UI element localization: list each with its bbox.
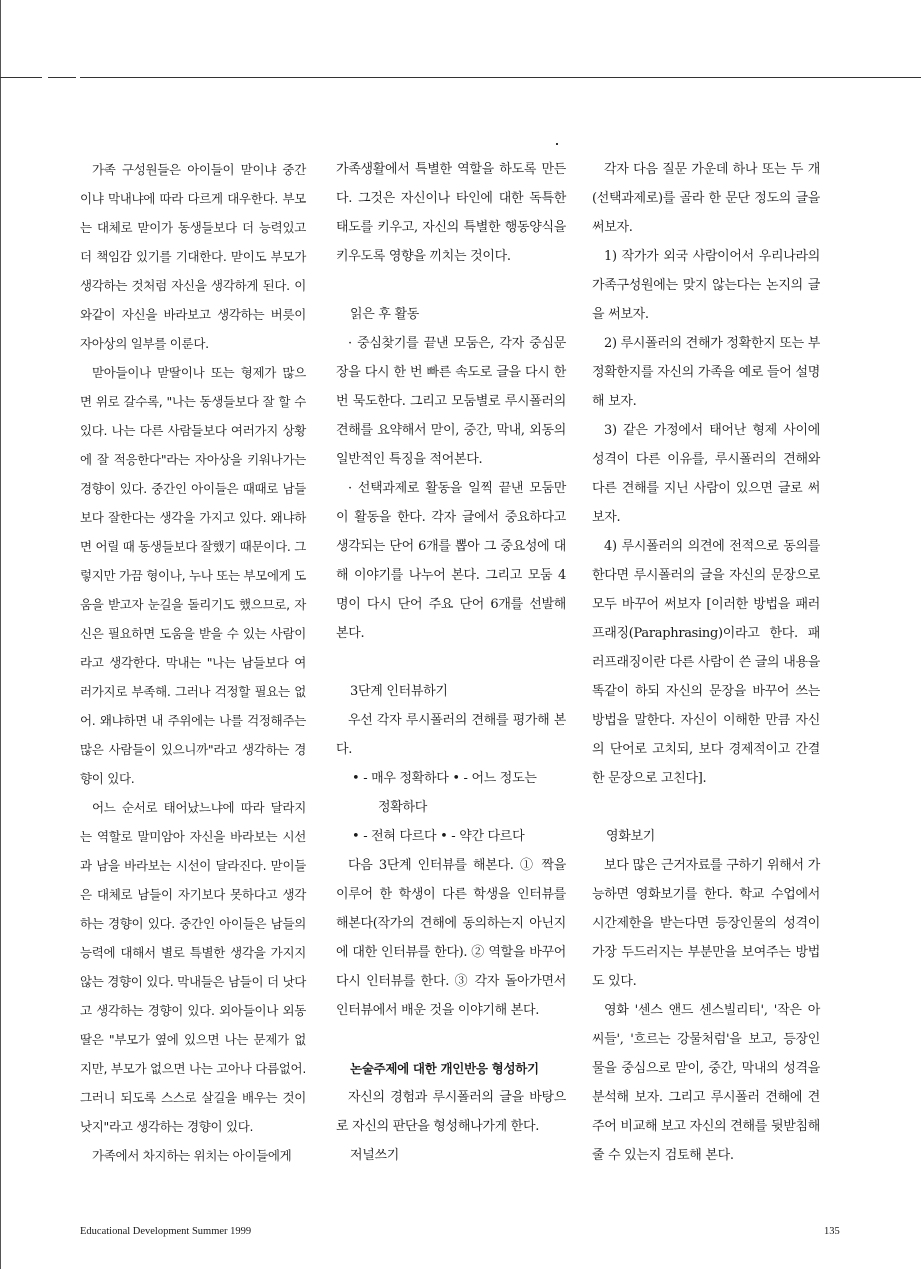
body-paragraph: · 중심찾기를 끝낸 모둠은, 각자 중심문장을 다시 한 번 빠른 속도로 글을 다시 한 번 묵도한다. 그리고 모둠별로 루시폴러의 견해를 요약해서 맏이, 중간, 막내, 외동의 일반적인 특징을 적어본다. xyxy=(336,336,566,467)
header-rule xyxy=(0,77,42,78)
page-number: 135 xyxy=(824,1226,840,1237)
section-heading: 논술주제에 대한 개인반응 형성하기 xyxy=(350,1061,539,1076)
body-paragraph: 맏아들이나 맏딸이나 또는 형제가 많으면 위로 갈수록, "나는 동생들보다 잘 할 수 있다. 나는 다른 사람들보다 여러가지 상황에 잘 적응한다"라는 자아상을 키워나가는 경향이 있다. 중간인 아이들은 때때로 남들보다 잘한다는 생각을 가지고 있다. 왜냐하면 어릴 때 동생들보다 잘했기 때문이다. 그렇지만 가끔 형이나, 누나 또는 부모에게 도움을 받고자 눈길을 돌리기도 했으므로, 자신은 필요하면 도움을 받을 수 있는 사람이라고 생각한다. 막내는 "나는 남들보다 여러가지로 부족해. 그러나 걱정할 필요는 없어. 왜냐하면 내 주위에는 나를 걱정해주는 많은 사람들이 있으니까"라고 생각하는 경향이 있다. xyxy=(80,365,306,786)
body-paragraph: 가족생활에서 특별한 역할을 하도록 만든다. 그것은 자신이나 타인에 대한 독특한 태도를 키우고, 자신의 특별한 행동양식을 키우도록 영향을 끼치는 것이다. xyxy=(336,162,566,264)
rating-option-line: • - 전혀 다르다 • - 약간 다르다 xyxy=(352,829,525,844)
body-paragraph: 자신의 경험과 루시폴러의 글을 바탕으로 자신의 판단을 형성해나가게 한다. xyxy=(336,1090,566,1134)
section-subheading: 저널쓰기 xyxy=(350,1148,400,1163)
body-paragraph: · 선택과제로 활동을 일찍 끝낸 모둠만 이 활동을 한다. 각자 글에서 중요하다고 생각되는 단어 6개를 뽑아 그 중요성에 대해 이야기를 나누어 본다. 그리고 모둠 4명이 다시 단어 주요 단어 6개를 선발해 본다. xyxy=(336,481,566,641)
column-1 xyxy=(80,155,306,1170)
column-3 xyxy=(592,155,820,1170)
header-rule xyxy=(48,77,76,78)
body-paragraph: 보다 많은 근거자료를 구하기 위해서 가능하면 영화보기를 한다. 학교 수업에서 시간제한을 받는다면 등장인물의 성격이 가장 두드러지는 부분만을 보여주는 방법도 있다. xyxy=(592,858,820,989)
question-item: 2) 루시폴러의 견해가 정확한지 또는 부정확한지를 자신의 가족을 예로 들어 설명해 보자. xyxy=(592,336,820,409)
body-paragraph: 어느 순서로 태어났느냐에 따라 달라지는 역할로 말미암아 자신을 바라보는 시선과 남을 바라보는 시선이 달라진다. 맏이들은 대체로 남들이 자기보다 못하다고 생각하는 경향이 있다. 중간인 아이들은 남들의 능력에 대해서 별로 특별한 생각을 가지지 않는 경향이 있다. 막내들은 남들이 더 낫다고 생각하는 경향이 있다. 외아들이나 외동딸은 "부모가 옆에 있으면 나는 문제가 없지만, 부모가 없으면 나는 고아나 다름없어. 그러니 되도록 스스로 살길을 배우는 것이 낫지"라고 생각하는 경향이 있다. xyxy=(80,800,306,1134)
section-heading: 읽은 후 활동 xyxy=(350,307,419,322)
body-paragraph: 가족 구성원들은 아이들이 맏이냐 중간이냐 막내냐에 따라 다르게 대우한다. 부모는 대체로 맏이가 동생들보다 더 능력있고 더 책임감 있기를 기대한다. 맏이도 부모가 생각하는 것처럼 자신을 생각하게 된다. 이와같이 자신을 바라보고 생각하는 버릇이 자아상의 일부를 이룬다. xyxy=(80,162,306,351)
question-item: 4) 루시폴러의 의견에 전적으로 동의를 한다면 루시폴러의 글을 자신의 문장으로 모두 바꾸어 써보자 [이러한 방법을 패러프래징(Paraphrasing)이라고 한다. 패러프래징이란 다른 사람이 쓴 글의 내용을 똑같이 하되 자신의 문장을 바꾸어 쓰는 방법을 말한다. 자신이 이해한 만큼 자신의 단어로 고치되, 보다 경제적이고 간결한 문장으로 고친다]. xyxy=(592,539,820,786)
section-heading: 영화보기 xyxy=(606,829,656,844)
column-2 xyxy=(336,155,566,1170)
body-paragraph: 가족에서 차지하는 위치는 아이들에게 xyxy=(92,1148,292,1163)
question-item: 3) 같은 가정에서 태어난 형제 사이에 성격이 다른 이유를, 루시폴러의 견해와 다른 견해를 지닌 사람이 있으면 글로 써 보자. xyxy=(592,423,820,525)
body-paragraph: 각자 다음 질문 가운데 하나 또는 두 개(선택과제로)를 골라 한 문단 정도의 글을 써보자. xyxy=(592,162,820,235)
rating-option-line: • - 매우 정확하다 • - 어느 정도는 xyxy=(352,771,537,786)
journal-footer: Educational Development Summer 1999 xyxy=(80,1226,252,1237)
body-paragraph: 우선 각자 루시폴러의 견해를 평가해 본다. xyxy=(336,713,566,757)
section-heading: 3단계 인터뷰하기 xyxy=(350,684,448,699)
body-paragraph: 영화 '센스 앤드 센스빌리티', '작은 아씨들', '흐르는 강물처럼'을 보고, 등장인물을 중심으로 맏이, 중간, 막내의 성격을 분석해 보자. 그리고 루시폴러 견해에 견주어 비교해 보고 자신의 견해를 뒷받침해 줄 수 있는지 검토해 본다. xyxy=(592,1003,820,1163)
print-speck xyxy=(556,143,558,145)
question-item: 1) 작가가 외국 사람이어서 우리나라의 가족구성원에는 맞지 않는다는 논지의 글을 써보자. xyxy=(592,249,820,322)
header-rule xyxy=(80,77,921,78)
rating-option-line: 정확하다 xyxy=(378,800,428,815)
body-paragraph: 다음 3단계 인터뷰를 해본다. ① 짝을 이루어 한 학생이 다른 학생을 인터뷰를 해본다(작가의 견해에 동의하는지 아닌지에 대한 인터뷰를 한다). ② 역할을 바꾸어 다시 인터뷰를 한다. ③ 각자 돌아가면서 인터뷰에서 배운 것을 이야기해 본다. xyxy=(336,858,566,1018)
page-edge xyxy=(0,0,1,1269)
rating-options xyxy=(336,764,566,822)
